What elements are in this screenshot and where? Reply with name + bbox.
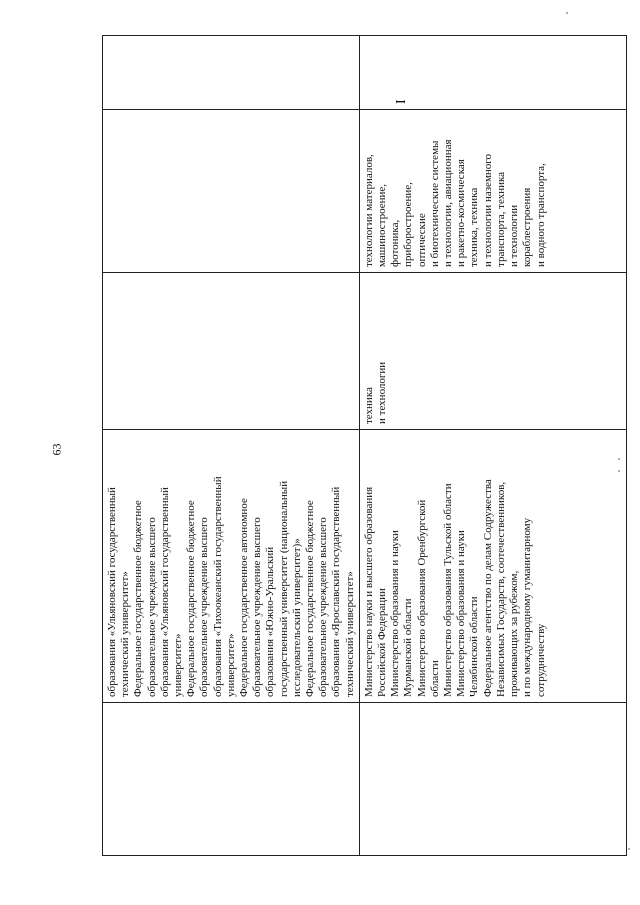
cell-text-line: образования «Ярославский государственный	[330, 486, 343, 697]
cell-text-line: технический университет»	[119, 571, 132, 697]
cell-text-block	[363, 436, 548, 697]
cell-text-line: техника, техника	[468, 187, 481, 267]
scan-speck	[618, 458, 620, 460]
cell-text-line: Федеральное государственное бюджетное	[132, 500, 145, 697]
page-number: 63	[49, 443, 64, 456]
cell-text-line: образовательное учреждение высшего	[317, 517, 330, 697]
cell-text-line: образования «Ульяновский государственный	[106, 487, 118, 697]
cell-text-line: и по международному гуманитарному	[521, 517, 534, 697]
cell-text-line: технологии материалов,	[362, 154, 375, 267]
scan-speck	[566, 12, 568, 14]
cell-text-line: приборостроение,	[402, 182, 415, 267]
cell-text-line: Мурманской области	[402, 598, 415, 697]
table-cell-row2-col4	[359, 110, 626, 273]
cell-text-line: и технологии	[376, 361, 389, 424]
cell-text-line: и ракетно-космическая	[455, 159, 468, 267]
table-cell-row1-col1	[103, 703, 360, 856]
cell-text-line: оптические	[415, 213, 428, 267]
cell-text-line: Министерство образования и науки	[455, 530, 468, 697]
cell-text-line: Независимых Государств, соотечественников,	[494, 481, 507, 697]
roman-numeral-mark: I	[393, 98, 409, 104]
cell-text-line: Федеральное государственное автономное	[238, 498, 251, 697]
cell-text-line: технический университет»	[343, 571, 356, 697]
cell-text-block	[363, 279, 389, 424]
cell-text-line: и технологии наземного	[481, 153, 494, 267]
cell-text-line: машиностроение,	[376, 183, 389, 267]
cell-text-line: транспорта, техника	[494, 171, 507, 267]
rotated-table-container	[102, 36, 627, 856]
cell-text-line: Федеральное государственное бюджетное	[185, 500, 198, 697]
cell-text-line: Министерство образования и науки	[389, 530, 402, 697]
cell-text-line: государственный университет (национальный	[277, 480, 290, 697]
cell-text-line: Российской Федерации	[376, 588, 389, 697]
table-cell-row2-col1	[359, 703, 626, 856]
table-cell-row1-col4	[103, 110, 360, 273]
cell-text-line: области	[428, 660, 441, 697]
cell-text-line: образовательное учреждение высшего	[145, 517, 158, 697]
cell-text-line: образовательное учреждение высшего	[198, 517, 211, 697]
cell-text-line: Министерство образования Тульской области	[442, 483, 455, 697]
table-cell-row1-col2	[103, 430, 360, 703]
cell-text-line: университет»	[172, 633, 185, 697]
scan-speck	[628, 848, 630, 850]
cell-text-line: техника	[362, 387, 375, 424]
cell-text-line: проживающих за рубежом,	[508, 570, 521, 697]
cell-text-line: Министерство образования Оренбургской	[415, 499, 428, 697]
cell-text-line: сотрудничеству	[534, 623, 547, 697]
cell-text-line: Министерство науки и высшего образования	[362, 486, 375, 697]
cell-text-line: университет»	[224, 633, 237, 697]
cell-text-line: фотоника,	[389, 219, 402, 267]
scan-speck	[618, 470, 620, 472]
cell-text-line: кораблестроения	[521, 187, 534, 267]
cell-text-line: и технологии, авиационная	[442, 139, 455, 267]
cell-text-block	[106, 436, 357, 697]
cell-text-line: Челябинской области	[468, 596, 481, 697]
cell-text-line: образовательное учреждение высшего	[251, 517, 264, 697]
table-cell-row2-col2	[359, 430, 626, 703]
table-cell-row2-col3	[359, 273, 626, 430]
cell-text-line: и технологии	[508, 204, 521, 267]
cell-text-line: и биотехнические системы	[428, 140, 441, 267]
cell-text-line: Федеральное государственное бюджетное	[304, 500, 317, 697]
cell-text-line: Федеральное агентство по делам Содружества	[481, 479, 494, 697]
cell-text-line: и водного транспорта,	[534, 163, 547, 267]
table-cell-row1-col5	[103, 36, 360, 110]
cell-text-line: образования «Ульяновский государственный	[158, 487, 171, 697]
cell-text-line: исследовательский университет)»	[290, 538, 303, 697]
table-row	[359, 36, 626, 856]
data-table	[102, 35, 627, 856]
table-cell-row2-col5	[359, 36, 626, 110]
table-cell-row1-col3	[103, 273, 360, 430]
cell-text-line: образования «Южно-Уральский	[264, 546, 277, 697]
table-row	[103, 36, 360, 856]
cell-text-line: образования «Тихоокеанский государственный	[211, 476, 224, 697]
cell-text-block	[363, 116, 548, 267]
